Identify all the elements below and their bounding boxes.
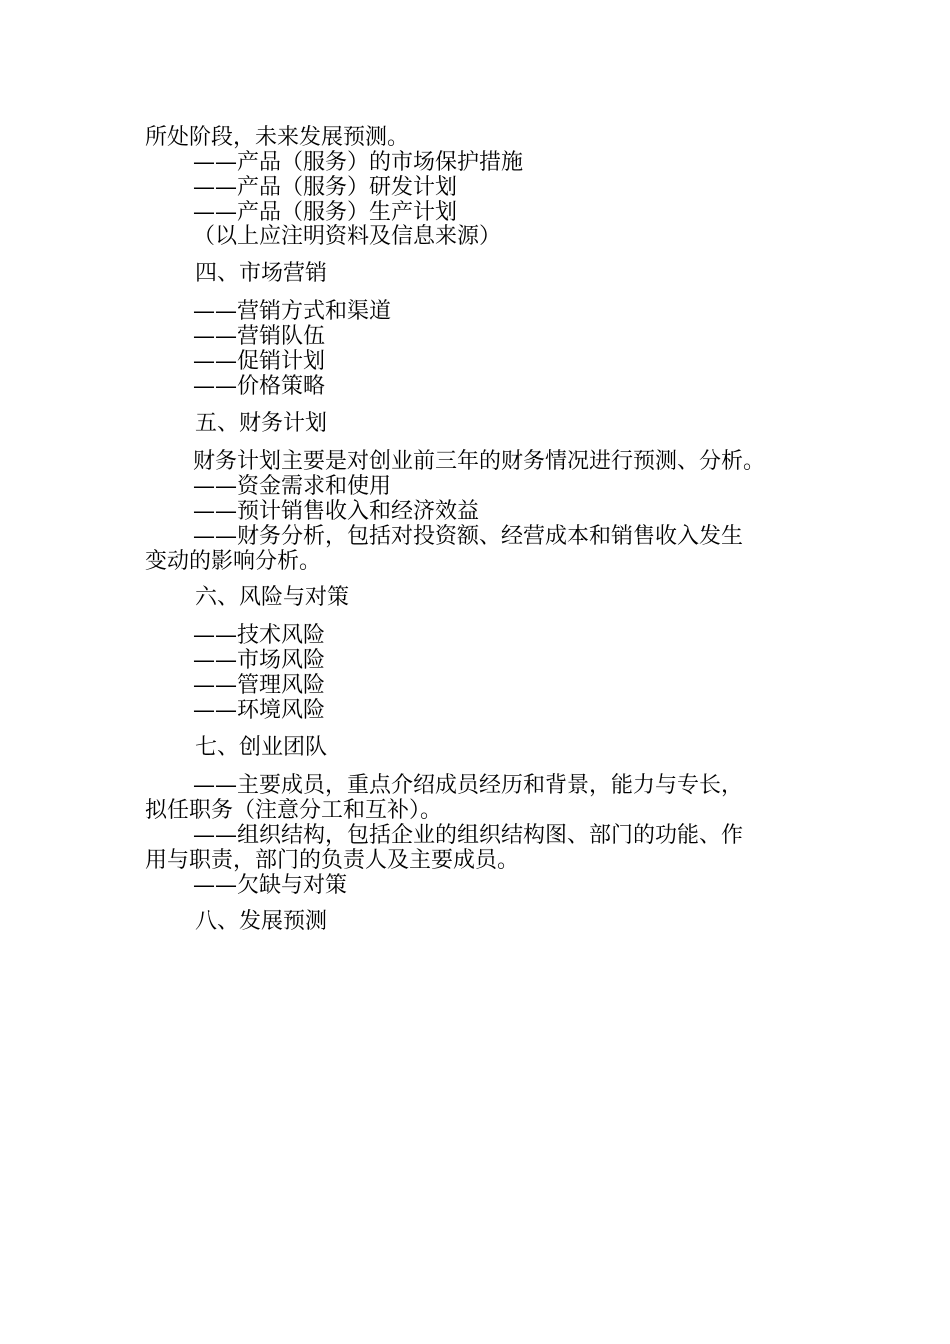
list-item-continuation: 变动的影响分析。: [145, 549, 322, 574]
list-item-continuation: 拟任职务（注意分工和互补）。: [145, 798, 443, 823]
section-heading-finance: 五、财务计划: [195, 411, 328, 436]
section-heading-forecast: 八、发展预测: [195, 909, 328, 934]
list-item: ——财务分析，包括对投资额、经营成本和销售收入发生: [193, 524, 744, 549]
list-item: ——营销队伍: [193, 324, 326, 349]
source-note: （以上应注明资料及信息来源）: [193, 224, 502, 249]
list-item: ——预计销售收入和经济效益: [193, 499, 480, 524]
list-item: ——价格策略: [193, 374, 326, 399]
continuation-text: 所处阶段，未来发展预测。: [145, 125, 410, 150]
list-item: ——主要成员，重点介绍成员经历和背景，能力与专长，: [193, 773, 744, 798]
section-heading-team: 七、创业团队: [195, 735, 328, 760]
paragraph: 财务计划主要是对创业前三年的财务情况进行预测、分析。: [193, 449, 766, 474]
list-item: ——产品（服务）的市场保护措施: [193, 150, 524, 175]
list-item: ——营销方式和渠道: [193, 299, 392, 324]
list-item: ——产品（服务）研发计划: [193, 175, 458, 200]
section-heading-risk: 六、风险与对策: [195, 585, 350, 610]
list-item: ——资金需求和使用: [193, 474, 392, 499]
list-item: ——市场风险: [193, 648, 326, 673]
list-item-continuation: 用与职责，部门的负责人及主要成员。: [145, 848, 520, 873]
list-item: ——产品（服务）生产计划: [193, 200, 458, 225]
section-heading-marketing: 四、市场营销: [195, 261, 328, 286]
list-item: ——管理风险: [193, 673, 326, 698]
list-item: ——技术风险: [193, 623, 326, 648]
list-item: ——环境风险: [193, 698, 326, 723]
list-item: ——促销计划: [193, 349, 326, 374]
list-item: ——欠缺与对策: [193, 873, 348, 898]
list-item: ——组织结构，包括企业的组织结构图、部门的功能、作: [193, 823, 744, 848]
